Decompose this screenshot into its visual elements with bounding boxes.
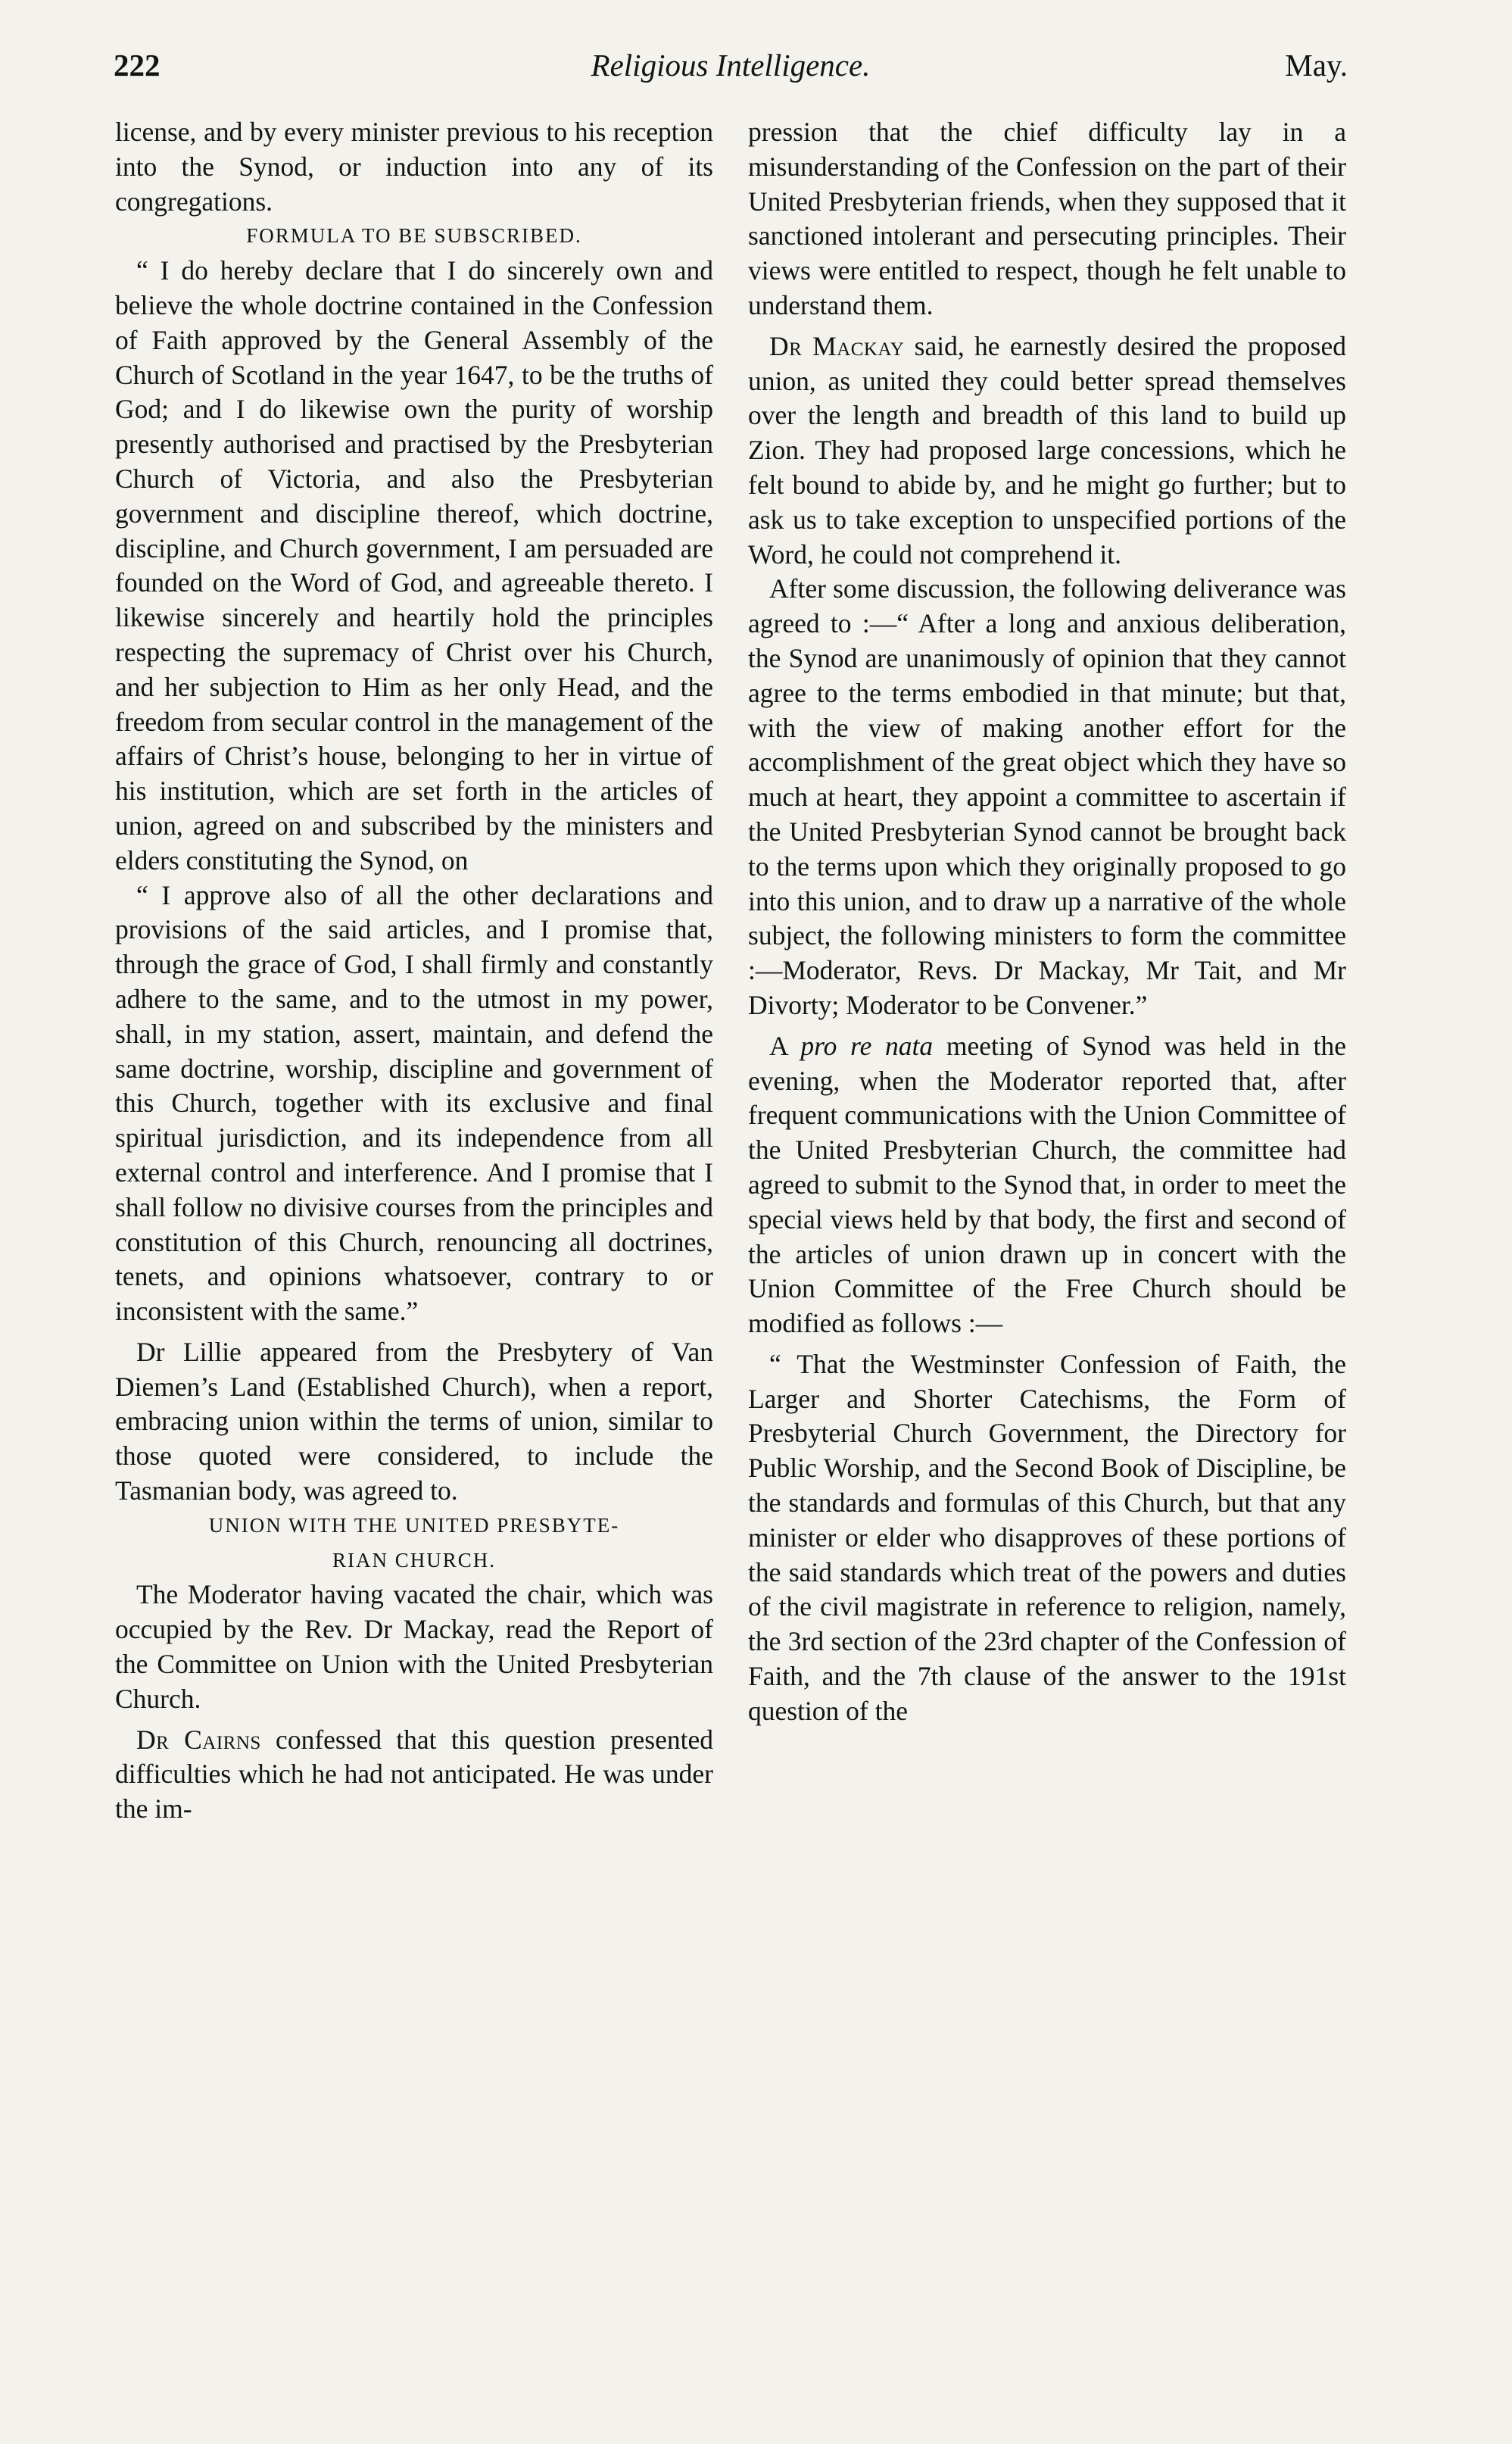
paragraph: “ That the Westminster Confession of Faith, the Larger and Shorter Catechisms, the Form of Presbyterial Church Government, the Directory for Public Worship, and the Second Book of Discipline, be the standards and formulas of this Church, but that any minister or elder who disapproves of these portions of the said standards which treat of the powers and duties of the civil magistrate in reference to religion, namely, the 3rd section of the 23rd chapter of the Confession of Faith, and the 7th clause of the answer to the 191st question of the — [748, 1348, 1346, 1726]
paragraph-text: A — [769, 1030, 801, 1061]
right-column — [748, 115, 1346, 1729]
paragraph-text: confessed that this question presented difficulties which he had not anticipated. He was under the im- — [115, 1724, 713, 1824]
paragraph: The Moderator having vacated the chair, which was occupied by the Rev. Dr Mackay, read the Report of the Committee on Union with the United Presbyterian Church. — [115, 1579, 713, 1714]
paragraph: After some discussion, the following deliverance was agreed to :—“ After a long and anxious deliberation, the Synod are unanimously of opinion that they cannot agree to the terms embodied in that minute; but that, with the view of making another effort for the accomplishment of the great object which they have so much at heart, they appoint a committee to ascertain if the United Presbyterian Synod cannot be brought back to the terms upon which they originally proposed to go into this union, and to draw up a narrative of the whole subject, the following ministers to form the committee :—Moderator, Revs. Dr Mackay, Mr Tait, and Mr Divorty; Moderator to be Convener.” — [748, 573, 1346, 1020]
heading-line: RIAN CHURCH. — [332, 1548, 497, 1572]
paragraph: Dr Lillie appeared from the Presbytery of Van Diemen’s Land (Established Church), when a report, embracing union within the terms of union, similar to those quoted were considered, to include the Tasmanian body, was agreed to. — [115, 1336, 713, 1506]
paragraph: license, and by every minister previous to his reception into the Synod, or induction into any of its congregations. — [115, 117, 713, 217]
section-heading — [115, 1509, 713, 1578]
month-label: May. — [1285, 48, 1348, 83]
heading-line: UNION WITH THE UNITED PRESBYTE- — [208, 1513, 620, 1537]
latin-phrase: pro re nata — [800, 1030, 934, 1061]
left-column — [115, 115, 713, 1827]
section-heading: FORMULA TO BE SUBSCRIBED. — [246, 224, 582, 248]
paragraph: “ I do hereby declare that I do sincerely own and believe the whole doctrine contained in the Confession of Faith approved by the General Assembly of the Church of Scotland in the year 1647, to be the truths of God; and I do likewise own the purity of worship presently authorised and practised by the Presbyterian Church of Victoria, and also the Presbyterian government and discipline thereof, which doctrine, discipline, and Church government, I am persuaded are founded on the Word of God, and agreeable thereto. I likewise sincerely and heartily hold the principles respecting the supremacy of Christ over his Church, and her subjection to Him as her only Head, and the freedom from secular control in the management of the affairs of Christ’s house, belonging to her in virtue of his institution, which are set forth in the articles of union, agreed on and subscribed by the ministers and elders constituting the Synod, on — [115, 255, 713, 876]
paragraph — [748, 1029, 1346, 1341]
paragraph: “ I approve also of all the other declarations and provisions of the said articles, and I promise that, through the grace of God, I shall firmly and constantly adhere to the same, and to the utmost in my power, shall, in my station, assert, maintain, and defend the same doctrine, worship, discipline and government of this Church, together with its exclusive and final spiritual jurisdiction, and its independence from all external control and interference. And I promise that I shall follow no divisive courses from the principles and constitution of this Church, renouncing all doctrines, tenets, and opinions whatsoever, contrary to or inconsistent with the same.” — [115, 879, 713, 1327]
page-header — [114, 42, 1348, 88]
paragraph — [115, 1723, 713, 1827]
page-number: 222 — [114, 48, 161, 83]
paragraph — [748, 329, 1346, 573]
paragraph-text: said, he earnestly desired the proposed union, as united they could better spread themselves over the length and breadth of this land to build up Zion. They had proposed large concessions, which he felt bound to abide by, and he might go further; but to ask us to take exception to unspecified portions of the Word, he could not comprehend it. — [748, 330, 1346, 570]
speaker-name: Dr Cairns — [136, 1724, 261, 1755]
paragraph-text: meeting of Synod was held in the evening, when the Moderator reported that, after frequent communications with the Union Committee of the United Presbyterian Church, the committee had agreed to submit to the Synod that, in order to meet the special views held by that body, the first and second of the articles of union drawn up in concert with the Union Committee of the Free Church should be modified as follows :— — [748, 1030, 1346, 1339]
paragraph: pression that the chief difficulty lay in a misunderstanding of the Confession on the part of their United Presbyterian friends, when they supposed that it sanctioned intolerant and persecuting principles. Their views were entitled to respect, though he felt unable to understand them. — [748, 117, 1346, 320]
speaker-name: Dr Mackay — [769, 330, 905, 361]
running-title: Religious Intelligence. — [591, 48, 871, 83]
